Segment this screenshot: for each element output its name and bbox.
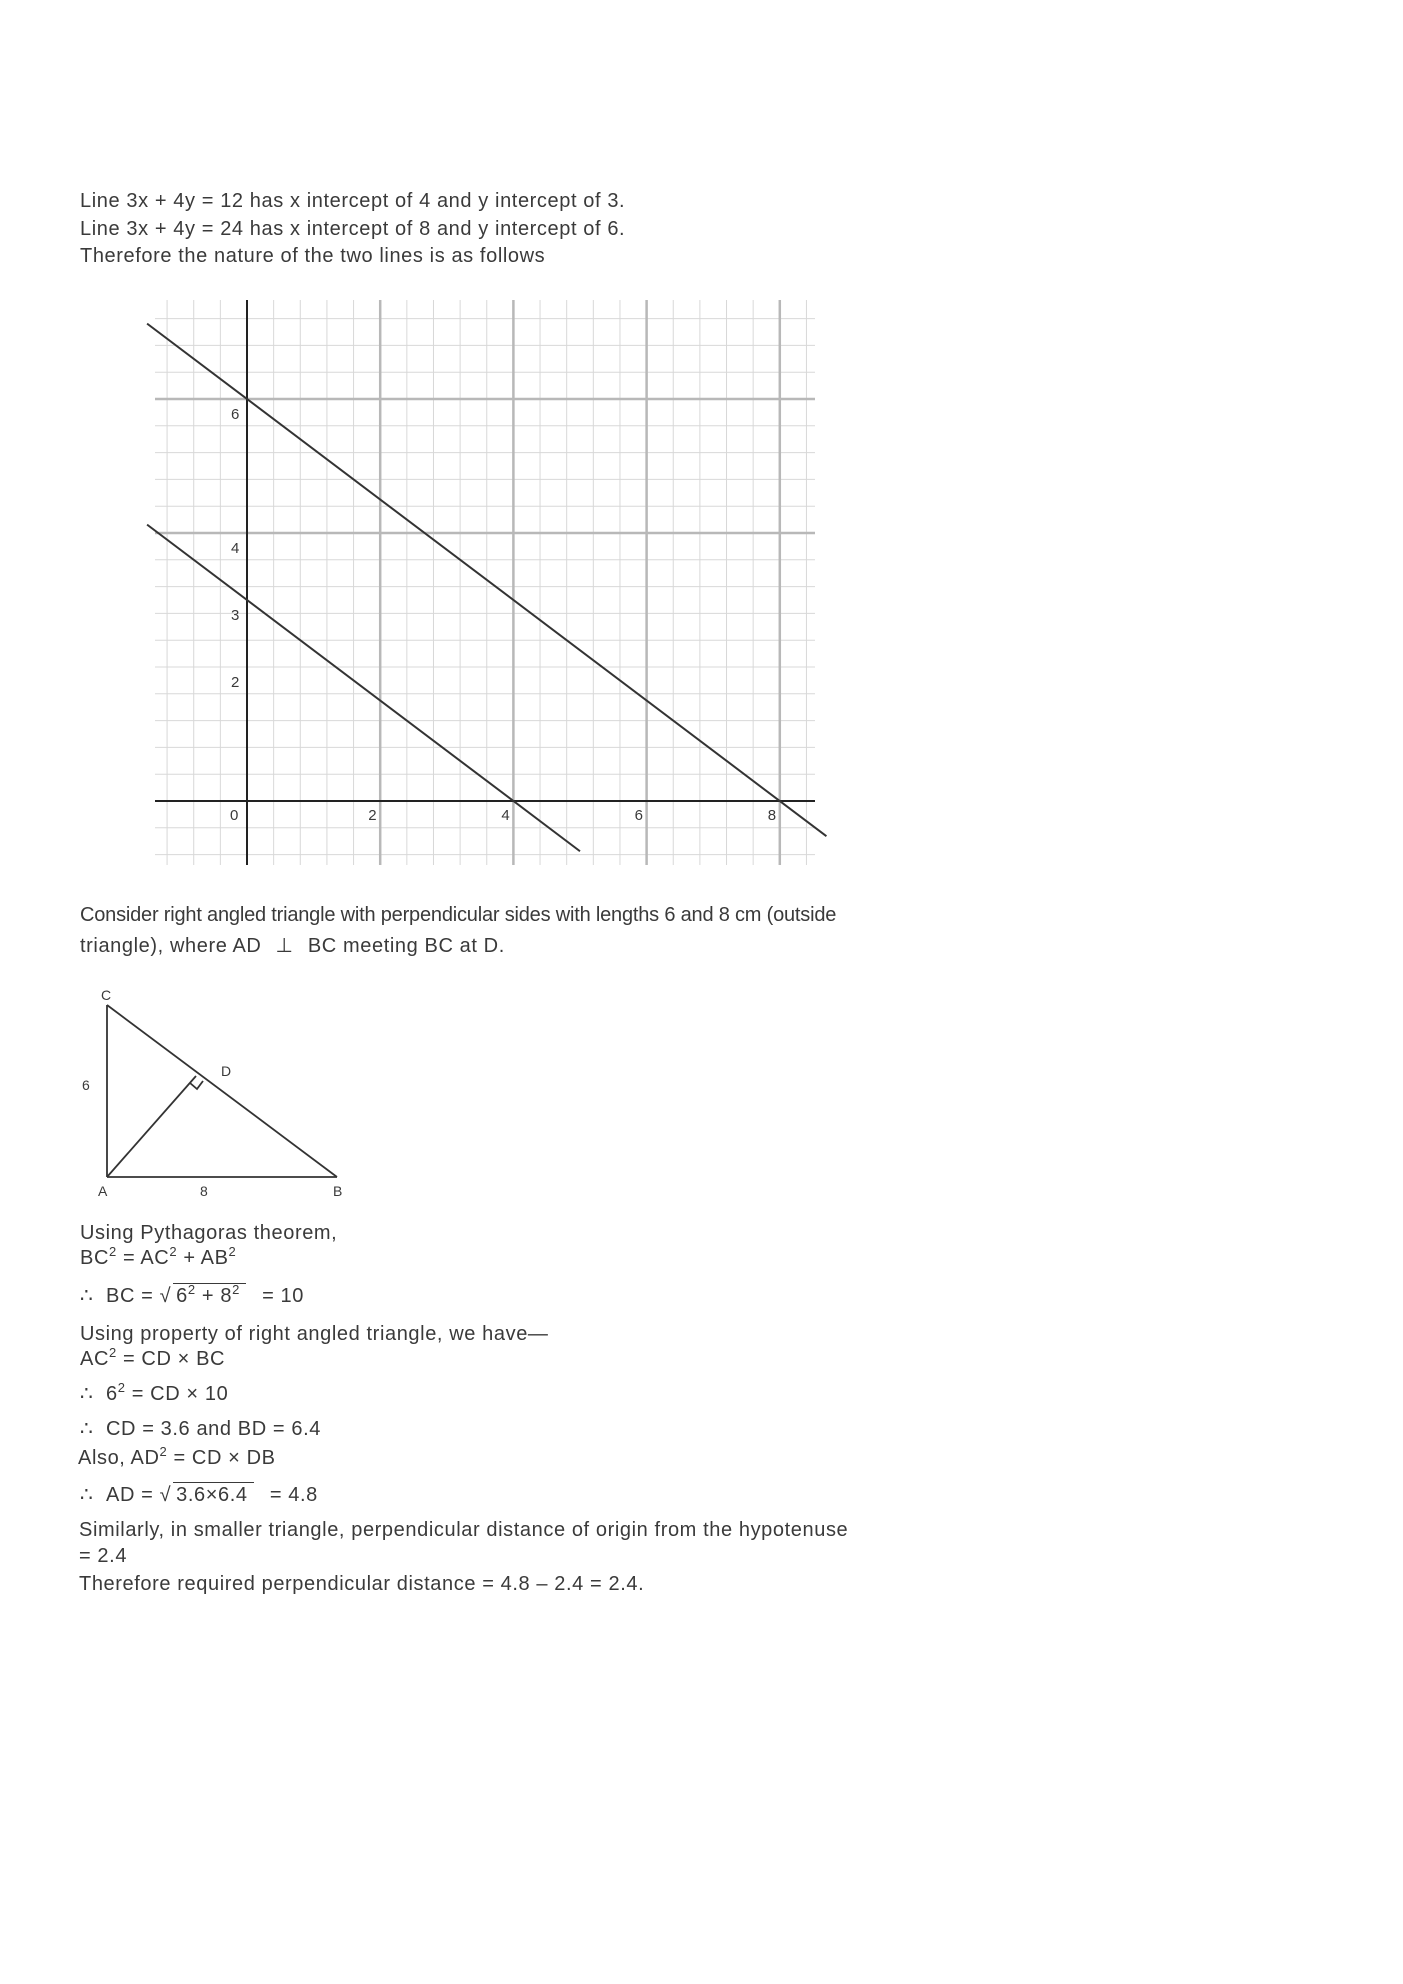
eq-bc: BC (80, 1247, 109, 1269)
vertex-b-label: B (333, 1183, 343, 1199)
vertex-c-label: C (101, 987, 112, 1003)
radicand-8: + 8 (195, 1285, 233, 1307)
bc-result: = 10 (262, 1285, 304, 1307)
sq-5: 2 (232, 1282, 240, 1297)
sq-1: 2 (108, 1244, 117, 1259)
also-prefix: Also, AD (78, 1447, 160, 1469)
origin-label: 0 (230, 807, 239, 824)
bc-radicand (173, 1283, 246, 1308)
eq-ac: = AC (116, 1247, 170, 1269)
equation-ac-squared (80, 1347, 225, 1371)
consider-prefix: triangle), where AD (80, 935, 262, 957)
therefore-symbol-3: ∴ (80, 1418, 94, 1440)
intro-line-3: Therefore the nature of the two lines is as follows (80, 245, 546, 267)
property-line: Using property of right angled triangle, we have— (80, 1323, 549, 1345)
ad-result: = 4.8 (269, 1484, 318, 1506)
therefore-symbol: ∴ (80, 1285, 94, 1307)
six: 6 (106, 1383, 118, 1405)
equation-bc-value (80, 1283, 304, 1308)
equation-ad-squared (78, 1446, 276, 1470)
x-tick-label: 8 (767, 807, 777, 824)
similarly-line: Similarly, in smaller triangle, perpendicular distance of origin from the hypotenuse (79, 1519, 849, 1541)
sq-6: 2 (108, 1345, 117, 1360)
side-cb (107, 1005, 337, 1177)
altitude-ad (107, 1076, 196, 1177)
side-ac-label: 6 (82, 1077, 90, 1093)
cd-bd: CD = 3.6 and BD = 6.4 (106, 1418, 321, 1440)
intro-line-1: Line 3x + 4y = 12 has x intercept of 4 and y intercept of 3. (80, 190, 626, 212)
conclusion-line: Therefore required perpendicular distance = 4.8 – 2.4 = 2.4. (79, 1573, 645, 1595)
right-angle-marker (190, 1081, 203, 1089)
equation-six-squared (80, 1382, 228, 1406)
six-rhs: = CD × 10 (125, 1383, 229, 1405)
y-tick-label: 3 (231, 607, 240, 624)
sq-2: 2 (169, 1244, 178, 1259)
side-ab-label: 8 (200, 1183, 208, 1199)
similarly-continuation: = 2.4 (79, 1545, 128, 1567)
x-tick-label: 2 (368, 807, 377, 824)
therefore-symbol-4: ∴ (80, 1484, 94, 1506)
equation-cd-bd (80, 1417, 321, 1441)
sq-8: 2 (159, 1444, 168, 1459)
ac-rhs: = CD × BC (116, 1348, 226, 1370)
therefore-symbol-2: ∴ (80, 1383, 94, 1405)
consider-line-1: Consider right angled triangle with perpendicular sides with lengths 6 and 8 cm (outside (80, 904, 837, 926)
sq-7: 2 (117, 1380, 126, 1395)
eq-ab: + AB (177, 1247, 229, 1269)
ad-radicand: 3.6×6.4 (173, 1482, 254, 1507)
sq-3: 2 (228, 1244, 237, 1259)
x-tick-label: 4 (501, 807, 510, 824)
equation-ad-value (80, 1482, 318, 1507)
consider-suffix: BC meeting BC at D. (307, 935, 505, 957)
radical-sign: √ (159, 1285, 172, 1307)
y-tick-label: 2 (231, 674, 240, 691)
y-tick-label: 6 (231, 406, 240, 423)
sq-4: 2 (187, 1282, 196, 1297)
ad-lhs: AD = (106, 1484, 154, 1506)
bc-lhs: BC = (106, 1285, 154, 1307)
radical-sign-2: √ (159, 1484, 172, 1506)
x-tick-label: 6 (634, 807, 643, 824)
vertex-d-label: D (221, 1063, 232, 1079)
perp-symbol: ⊥ (275, 935, 294, 957)
equation-bc-squared (80, 1246, 236, 1270)
intro-line-2: Line 3x + 4y = 24 has x intercept of 8 and y intercept of 6. (80, 218, 626, 240)
radicand-6: 6 (176, 1285, 188, 1307)
ac-lhs: AC (80, 1348, 109, 1370)
pythagoras-line: Using Pythagoras theorem, (80, 1222, 338, 1244)
also-rhs: = CD × DB (167, 1447, 276, 1469)
y-tick-label: 4 (231, 540, 240, 557)
vertex-a-label: A (98, 1183, 108, 1199)
